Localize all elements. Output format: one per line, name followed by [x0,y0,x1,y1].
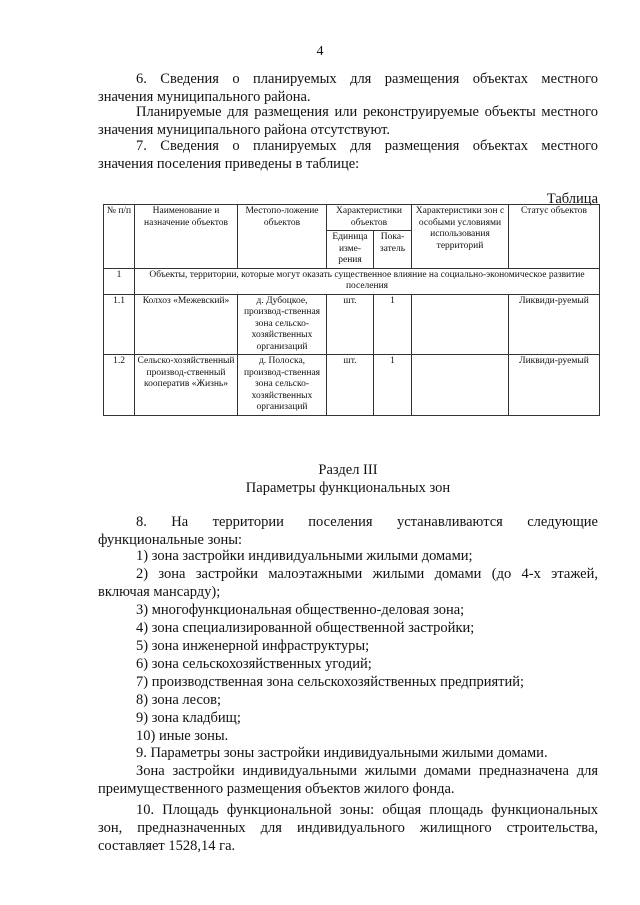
table-header-row [104,205,600,231]
header-unit: Единица изме-рения [327,231,374,269]
list-item: 2) зона застройки малоэтажными жилыми домами (до 4-х этажей, [136,566,598,582]
page-number: 4 [316,44,324,59]
header-zones: Характеристики зон с особыми условиями использования территорий [412,205,509,269]
list-item: 3) многофункциональная общественно-деловая зона; [136,602,465,618]
cell-num: 1.1 [104,294,135,355]
paragraph-line: значения муниципального района отсутствуют. [98,122,390,138]
header-name: Наименование и назначение объектов [135,205,238,269]
list-item: 6) зона сельскохозяйственных угодий; [136,656,372,672]
paragraph-6 [98,70,598,106]
paragraph-9 [98,744,598,762]
cell-name: Сельско-хозяйственный производ-ственный кооператив «Жизнь» [135,355,238,416]
group-text: Объекты, территории, которые могут оказать существенное влияние на социально-экономическое развитие поселения [135,268,600,294]
paragraph-line: значения муниципального района. [98,89,311,105]
paragraph-6-note [98,103,598,139]
section-subtitle: Параметры функциональных зон [245,480,451,496]
paragraph-line: функциональные зоны: [98,532,243,548]
list-item: 5) зона инженерной инфраструктуры; [136,638,370,654]
cell-location: д. Дубоцкое, производ-ственная зона сельско-хозяйственных организаций [238,294,327,355]
paragraph-line: Зона застройки индивидуальными жилыми домами предназначена для [136,763,598,779]
cell-name: Колхоз «Межевский» [135,294,238,355]
list-item: 4) зона специализированной общественной застройки; [136,620,475,636]
paragraph-line: преимущественного размещения объектов жилого фонда. [98,781,455,797]
cell-unit: шт. [327,294,374,355]
header-indicator: Пока-затель [374,231,412,269]
table-row [104,294,600,355]
cell-num: 1.2 [104,355,135,416]
header-characteristics: Характеристики объектов [327,205,412,231]
zones-list [98,547,598,745]
paragraph-line: 7. Сведения о планируемых для размещения объектах местного [136,138,598,154]
paragraph-line: 6. Сведения о планируемых для размещения объектах местного [136,71,598,87]
paragraph-line: Планируемые для размещения или реконструируемые объекты местного [136,104,598,120]
list-item: 8) зона лесов; [136,692,222,708]
section-heading [98,461,598,497]
objects-table [103,204,600,416]
header-status: Статус объектов [509,205,600,269]
header-location: Местопо-ложение объектов [238,205,327,269]
paragraph-line: 8. На территории поселения устанавливаются следующие [136,514,598,530]
paragraph-line: зон, предназначенных для индивидуального жилищного строительства, [98,820,598,836]
table-group-row [104,268,600,294]
list-item: 7) производственная зона сельскохозяйственных предприятий; [136,674,525,690]
cell-status: Ликвиди-руемый [509,294,600,355]
list-item: включая мансарду); [98,584,221,600]
cell-indicator: 1 [374,294,412,355]
list-item: 9) зона кладбищ; [136,710,241,726]
table-row [104,355,600,416]
paragraph-line: 10. Площадь функциональной зоны: общая площадь функциональных [136,802,598,818]
list-item: 10) иные зоны. [136,728,229,744]
group-num: 1 [104,268,135,294]
paragraph-9-note [98,762,598,798]
header-num: № п/п [104,205,135,269]
paragraph-7 [98,137,598,173]
paragraph-10 [98,801,598,855]
paragraph-line: значения поселения приведены в таблице: [98,156,360,172]
paragraph-line: составляет 1528,14 га. [98,838,236,854]
cell-location: д. Полоска, производ-ственная зона сельско-хозяйственных организаций [238,355,327,416]
cell-zone [412,294,509,355]
table-caption: Таблица [546,191,598,207]
paragraph-line: 9. Параметры зоны застройки индивидуальными жилыми домами. [136,745,548,761]
cell-status: Ликвиди-руемый [509,355,600,416]
cell-indicator: 1 [374,355,412,416]
paragraph-8 [98,513,598,549]
list-item: 1) зона застройки индивидуальными жилыми домами; [136,548,473,564]
cell-unit: шт. [327,355,374,416]
section-title: Раздел III [318,462,378,478]
cell-zone [412,355,509,416]
